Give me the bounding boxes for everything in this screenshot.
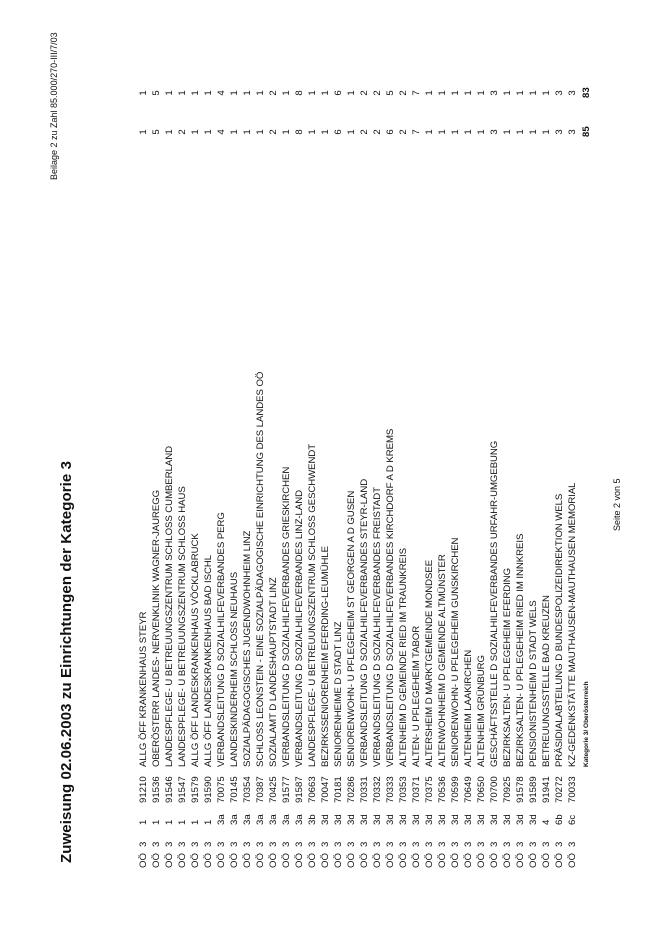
state-cell: OÖ	[164, 853, 175, 868]
table-row	[332, 0, 345, 927]
state-cell: OÖ	[242, 853, 253, 868]
facility-number-cell: 70354	[242, 776, 253, 803]
subcategory-cell: 1	[138, 819, 149, 825]
total-a-cell: 85	[581, 126, 592, 137]
subcategory-cell: 3d	[502, 814, 513, 825]
category-cell: 3	[398, 841, 409, 847]
state-cell: OÖ	[437, 853, 448, 868]
category-cell: 3	[151, 841, 162, 847]
count-a-cell: 1	[476, 129, 487, 135]
facility-number-cell: 91941	[541, 776, 552, 803]
table-row	[462, 0, 475, 927]
facility-name-cell: BEZIRKSSENIORENHEIM EFERDING-LEUMÜHLE	[320, 546, 331, 767]
state-cell: OÖ	[372, 853, 383, 868]
category-cell: 3	[450, 841, 461, 847]
facility-number-cell: 70649	[463, 776, 474, 803]
subcategory-cell: 1	[203, 819, 214, 825]
count-b-cell: 1	[502, 90, 513, 96]
subcategory-cell: 4	[541, 819, 552, 825]
count-b-cell: 2	[372, 90, 383, 96]
facility-name-cell: ALTENWOHNHEIM D GEMEINDE ALTMÜNSTER	[437, 554, 448, 767]
table-row	[293, 0, 306, 927]
facility-name-cell: SOZIALPÄDAGOGISCHES JUGENDWOHNHEIM LINZ	[242, 530, 253, 767]
count-a-cell: 1	[242, 129, 253, 135]
subcategory-cell: 3a	[255, 814, 266, 825]
count-a-cell: 3	[554, 129, 565, 135]
count-a-cell: 8	[294, 129, 305, 135]
subcategory-cell: 3d	[515, 814, 526, 825]
facility-number-cell: 70599	[450, 776, 461, 803]
state-cell: OÖ	[281, 853, 292, 868]
facility-name-cell: LANDESPFLEGE- U BETREUUNGSZENTRUM SCHLOSS GESCHWENDT	[307, 443, 318, 767]
table-row	[215, 0, 228, 927]
table-row	[566, 0, 579, 927]
subcategory-cell: 3d	[359, 814, 370, 825]
facility-name-cell: KZ-GEDENKSTÄTTE MAUTHAUSEN-MAUTHAUSEN MEMORIAL	[567, 482, 578, 767]
category-cell: 3	[515, 841, 526, 847]
category-cell: 3	[177, 841, 188, 847]
facility-number-cell: 70700	[489, 776, 500, 803]
facility-name-cell: PENSIONISTENHEIM D STADT WELS	[528, 600, 539, 767]
facility-number-cell: 70075	[216, 776, 227, 803]
facility-name-cell: ALLG ÖFF KRANKENHAUS STEYR	[138, 611, 149, 767]
count-b-cell: 1	[437, 90, 448, 96]
category-cell: 3	[372, 841, 383, 847]
category-cell: 3	[203, 841, 214, 847]
total-b-cell: 83	[581, 87, 592, 98]
table-row	[514, 0, 527, 927]
category-cell: 3	[190, 841, 201, 847]
subcategory-cell: 3a	[268, 814, 279, 825]
facility-number-cell: 91210	[138, 776, 149, 803]
count-b-cell: 1	[203, 90, 214, 96]
table-row	[540, 0, 553, 927]
facility-number-cell: 70353	[398, 776, 409, 803]
facility-name-cell: VERBANDSLEITUNG D SOZIALHILFEVERBANDES LINZ-LAND	[294, 490, 305, 767]
facility-number-cell: 70033	[567, 776, 578, 803]
category-cell: 3	[294, 841, 305, 847]
count-b-cell: 1	[541, 90, 552, 96]
subcategory-cell: 1	[190, 819, 201, 825]
table-row	[189, 0, 202, 927]
facility-number-cell: 91578	[515, 776, 526, 803]
facility-number-cell: 70375	[424, 776, 435, 803]
subcategory-cell: 1	[177, 819, 188, 825]
facility-name-cell: ALLG ÖFF LANDESKRANKENHAUS BAD ISCHL	[203, 555, 214, 767]
count-a-cell: 2	[359, 129, 370, 135]
table-row	[202, 0, 215, 927]
table-row	[228, 0, 241, 927]
facility-number-cell: 91547	[177, 776, 188, 803]
count-b-cell: 2	[398, 90, 409, 96]
count-a-cell: 1	[190, 129, 201, 135]
facility-name-cell: SENIORENHEIME D STADT LINZ	[333, 621, 344, 767]
category-cell: 3	[424, 841, 435, 847]
facility-number-cell: 70331	[359, 776, 370, 803]
count-a-cell: 1	[229, 129, 240, 135]
count-b-cell: 2	[359, 90, 370, 96]
count-b-cell: 1	[450, 90, 461, 96]
facility-name-cell: ALTENHEIM GRÜNBURG	[476, 655, 487, 767]
count-b-cell: 1	[307, 90, 318, 96]
facility-name-cell: ALTENHEIM D GEMEINDE RIED IM TRAUNKREIS	[398, 548, 409, 767]
count-b-cell: 3	[567, 90, 578, 96]
count-a-cell: 2	[372, 129, 383, 135]
table-row	[527, 0, 540, 927]
table-row	[176, 0, 189, 927]
table-row	[410, 0, 423, 927]
category-cell: 3	[164, 841, 175, 847]
state-cell: OÖ	[229, 853, 240, 868]
subcategory-cell: 3a	[294, 814, 305, 825]
count-a-cell: 5	[151, 129, 162, 135]
table-row	[553, 0, 566, 927]
state-cell: OÖ	[138, 853, 149, 868]
category-cell: 3	[463, 841, 474, 847]
count-a-cell: 1	[502, 129, 513, 135]
subcategory-cell: 3d	[463, 814, 474, 825]
subcategory-cell: 3d	[437, 814, 448, 825]
count-a-cell: 1	[138, 129, 149, 135]
facility-number-cell: 70333	[385, 776, 396, 803]
facility-name-cell: BEZIRKSALTEN- U PFLEGEHEIM EFERDING	[502, 567, 513, 767]
category-cell: 3	[307, 841, 318, 847]
count-a-cell: 1	[515, 129, 526, 135]
category-cell: 3	[541, 841, 552, 847]
count-b-cell: 3	[554, 90, 565, 96]
state-cell: OÖ	[320, 853, 331, 868]
table-row	[137, 0, 150, 927]
subcategory-cell: 3d	[333, 814, 344, 825]
count-b-cell: 1	[255, 90, 266, 96]
count-a-cell: 1	[255, 129, 266, 135]
page-footer: Seite 2 von 5	[612, 478, 622, 531]
count-a-cell: 3	[489, 129, 500, 135]
count-b-cell: 1	[190, 90, 201, 96]
table-row	[488, 0, 501, 927]
count-a-cell: 1	[528, 129, 539, 135]
category-cell: 3	[333, 841, 344, 847]
table-row	[280, 0, 293, 927]
subcategory-cell: 3d	[476, 814, 487, 825]
table-row	[449, 0, 462, 927]
facility-number-cell: 70145	[229, 776, 240, 803]
category-cell: 3	[411, 841, 422, 847]
state-cell: OÖ	[385, 853, 396, 868]
count-a-cell: 1	[281, 129, 292, 135]
category-cell: 3	[437, 841, 448, 847]
category-cell: 3	[216, 841, 227, 847]
count-a-cell: 1	[164, 129, 175, 135]
count-b-cell: 1	[229, 90, 240, 96]
subcategory-cell: 3d	[424, 814, 435, 825]
table-row	[267, 0, 280, 927]
category-cell: 3	[346, 841, 357, 847]
count-b-cell: 1	[463, 90, 474, 96]
state-cell: OÖ	[190, 853, 201, 868]
page-title: Zuweisung 02.06.2003 zu Einrichtungen der Kategorie 3	[58, 460, 75, 863]
summary-label: Kategorie 3/ Oberösterreich	[583, 681, 590, 767]
count-b-cell: 1	[242, 90, 253, 96]
facility-name-cell: SCHLOSS LEONSTEIN - EINE SOZIALPÄDAGOGISCHE EINRICHTUNG DES LANDES OÖ	[255, 371, 266, 767]
category-cell: 3	[255, 841, 266, 847]
table-row	[397, 0, 410, 927]
category-cell: 3	[528, 841, 539, 847]
state-cell: OÖ	[216, 853, 227, 868]
facility-name-cell: SENIORENWOHN- U PFLEGEHEIM GUNSKIRCHEN	[450, 537, 461, 767]
state-cell: OÖ	[541, 853, 552, 868]
facility-number-cell: 91577	[281, 776, 292, 803]
category-cell: 3	[554, 841, 565, 847]
category-cell: 3	[229, 841, 240, 847]
summary-row	[580, 0, 593, 927]
state-cell: OÖ	[203, 853, 214, 868]
count-b-cell: 1	[177, 90, 188, 96]
subcategory-cell: 3d	[398, 814, 409, 825]
subcategory-cell: 1	[151, 819, 162, 825]
table-row	[241, 0, 254, 927]
table-row	[501, 0, 514, 927]
count-a-cell: 3	[567, 129, 578, 135]
facility-name-cell: SENIORENWOHN- U PFLEGEHEIM ST GEORGEN A D GUSEN	[346, 490, 357, 767]
category-cell: 3	[385, 841, 396, 847]
facility-number-cell: 70047	[320, 776, 331, 803]
count-b-cell: 8	[294, 90, 305, 96]
facility-name-cell: ALTEN- U PFLEGEHEIM TABOR	[411, 625, 422, 767]
state-cell: OÖ	[463, 853, 474, 868]
state-cell: OÖ	[346, 853, 357, 868]
count-b-cell: 1	[528, 90, 539, 96]
facility-number-cell: 70272	[554, 776, 565, 803]
count-a-cell: 6	[385, 129, 396, 135]
facility-number-cell: 91579	[190, 776, 201, 803]
count-a-cell: 1	[320, 129, 331, 135]
count-b-cell: 1	[424, 90, 435, 96]
count-a-cell: 4	[216, 129, 227, 135]
count-b-cell: 1	[346, 90, 357, 96]
subcategory-cell: 6b	[554, 814, 565, 825]
count-a-cell: 2	[268, 129, 279, 135]
category-cell: 3	[359, 841, 370, 847]
facility-number-cell: 70387	[255, 776, 266, 803]
facility-name-cell: LANDESPFLEGE- U BETREUUNGSZENTRUM SCHLOSS HAUS	[177, 486, 188, 767]
facility-name-cell: BETREUUNGSSTELLE BAD KREUZEN	[541, 595, 552, 767]
count-a-cell: 1	[450, 129, 461, 135]
count-a-cell: 2	[177, 129, 188, 135]
category-cell: 3	[242, 841, 253, 847]
state-cell: OÖ	[359, 853, 370, 868]
facility-name-cell: LANDESKINDERHEIM SCHLOSS NEUHAUS	[229, 571, 240, 767]
state-cell: OÖ	[268, 853, 279, 868]
table-row	[345, 0, 358, 927]
count-b-cell: 6	[333, 90, 344, 96]
state-cell: OÖ	[528, 853, 539, 868]
category-cell: 3	[489, 841, 500, 847]
facility-number-cell: 70925	[502, 776, 513, 803]
count-b-cell: 7	[411, 90, 422, 96]
subcategory-cell: 1	[164, 819, 175, 825]
table-row	[475, 0, 488, 927]
facility-name-cell: VERBANDSLEITUNG D SOZIALHILFEVERBANDES STEYR-LAND	[359, 478, 370, 767]
facility-number-cell: 70332	[372, 776, 383, 803]
count-b-cell: 5	[151, 90, 162, 96]
state-cell: OÖ	[554, 853, 565, 868]
facility-name-cell: ALLG ÖFF LANDESKRANKENHAUS VÖCKLABRUCK	[190, 533, 201, 767]
facility-name-cell: ALTERSHEIM D MARKTGEMEINDE MONDSEE	[424, 559, 435, 767]
count-b-cell: 4	[216, 90, 227, 96]
count-b-cell: 1	[476, 90, 487, 96]
state-cell: OÖ	[450, 853, 461, 868]
count-b-cell: 2	[268, 90, 279, 96]
count-a-cell: 1	[203, 129, 214, 135]
facility-name-cell: OBERÖSTERR LANDES- NERVENKLINIK WAGNER-JAUREGG	[151, 489, 162, 767]
state-cell: OÖ	[151, 853, 162, 868]
subcategory-cell: 3d	[528, 814, 539, 825]
facility-name-cell: ALTENHEIM LAAKIRCHEN	[463, 649, 474, 767]
facility-name-cell: GESCHÄFTSSTELLE D SOZIALHILFEVERBANDES URFAHR-UMGEBUNG	[489, 440, 500, 767]
subcategory-cell: 3d	[385, 814, 396, 825]
count-b-cell: 5	[385, 90, 396, 96]
facility-number-cell: 70181	[333, 776, 344, 803]
facility-number-cell: 91587	[294, 776, 305, 803]
count-b-cell: 1	[281, 90, 292, 96]
subcategory-cell: 3d	[450, 814, 461, 825]
count-a-cell: 1	[437, 129, 448, 135]
facility-name-cell: VERBANDSLEITUNG D SOZIALHILFEVERBANDES KIRCHDORF A D KREMS	[385, 428, 396, 767]
count-a-cell: 6	[333, 129, 344, 135]
state-cell: OÖ	[424, 853, 435, 868]
state-cell: OÖ	[307, 853, 318, 868]
count-b-cell: 1	[138, 90, 149, 96]
facility-number-cell: 91536	[151, 776, 162, 803]
count-a-cell: 1	[346, 129, 357, 135]
category-cell: 3	[567, 841, 578, 847]
state-cell: OÖ	[333, 853, 344, 868]
table-row	[306, 0, 319, 927]
state-cell: OÖ	[567, 853, 578, 868]
table-row	[436, 0, 449, 927]
state-cell: OÖ	[177, 853, 188, 868]
category-cell: 3	[476, 841, 487, 847]
facility-number-cell: 91590	[203, 776, 214, 803]
facility-number-cell: 70286	[346, 776, 357, 803]
subcategory-cell: 3d	[346, 814, 357, 825]
count-b-cell: 1	[320, 90, 331, 96]
category-cell: 3	[502, 841, 513, 847]
table-row	[423, 0, 436, 927]
subcategory-cell: 6c	[567, 814, 578, 825]
subcategory-cell: 3d	[489, 814, 500, 825]
facility-number-cell: 70371	[411, 776, 422, 803]
state-cell: OÖ	[411, 853, 422, 868]
facility-name-cell: VERBANDSLEITUNG D SOZIALHILFEVERBANDES PERG	[216, 512, 227, 767]
category-cell: 3	[281, 841, 292, 847]
subcategory-cell: 3a	[242, 814, 253, 825]
table-row	[371, 0, 384, 927]
subcategory-cell: 3b	[307, 814, 318, 825]
state-cell: OÖ	[502, 853, 513, 868]
facility-number-cell: 70663	[307, 776, 318, 803]
subcategory-cell: 3a	[229, 814, 240, 825]
facility-number-cell: 70650	[476, 776, 487, 803]
state-cell: OÖ	[476, 853, 487, 868]
category-cell: 3	[268, 841, 279, 847]
state-cell: OÖ	[255, 853, 266, 868]
table-row	[319, 0, 332, 927]
subcategory-cell: 3d	[372, 814, 383, 825]
count-a-cell: 2	[398, 129, 409, 135]
attachment-label: Beilage 2 zu Zahl 85.000/270-III/7/03	[49, 32, 59, 180]
subcategory-cell: 3d	[411, 814, 422, 825]
facility-name-cell: LANDESPFLEGE- U BETREUUNGSZENTRUM SCHLOSS CUMBERLAND	[164, 446, 175, 767]
state-cell: OÖ	[515, 853, 526, 868]
table-row	[358, 0, 371, 927]
subcategory-cell: 3a	[281, 814, 292, 825]
count-a-cell: 1	[463, 129, 474, 135]
count-a-cell: 7	[411, 129, 422, 135]
facility-name-cell: SOZIALAMT D LANDESHAUPTSTADT LINZ	[268, 577, 279, 767]
category-cell: 3	[138, 841, 149, 847]
facility-name-cell: VERBANDSLEITUNG D SOZIALHILFEVERBANDES FREISTADT	[372, 487, 383, 767]
table-row	[163, 0, 176, 927]
count-b-cell: 3	[489, 90, 500, 96]
table-row	[384, 0, 397, 927]
table-row	[254, 0, 267, 927]
count-a-cell: 1	[307, 129, 318, 135]
facility-number-cell: 91589	[528, 776, 539, 803]
category-cell: 3	[320, 841, 331, 847]
subcategory-cell: 3d	[320, 814, 331, 825]
facility-name-cell: BEZIRKSALTEN- U PFLEGEHEIM RIED IM INNKREIS	[515, 533, 526, 767]
facility-name-cell: VERBANDSLEITUNG D SOZIALHILFEVERBANDES GRIESKIRCHEN	[281, 466, 292, 767]
facility-number-cell: 91546	[164, 776, 175, 803]
count-a-cell: 1	[541, 129, 552, 135]
subcategory-cell: 3a	[216, 814, 227, 825]
facility-name-cell: PRÄSIDIALABTEILUNG D BUNDESPOLIZEIDIREKTION WELS	[554, 493, 565, 767]
count-a-cell: 1	[424, 129, 435, 135]
state-cell: OÖ	[398, 853, 409, 868]
state-cell: OÖ	[294, 853, 305, 868]
count-b-cell: 1	[164, 90, 175, 96]
facility-number-cell: 70536	[437, 776, 448, 803]
count-b-cell: 1	[515, 90, 526, 96]
state-cell: OÖ	[489, 853, 500, 868]
facility-number-cell: 70425	[268, 776, 279, 803]
table-row	[150, 0, 163, 927]
